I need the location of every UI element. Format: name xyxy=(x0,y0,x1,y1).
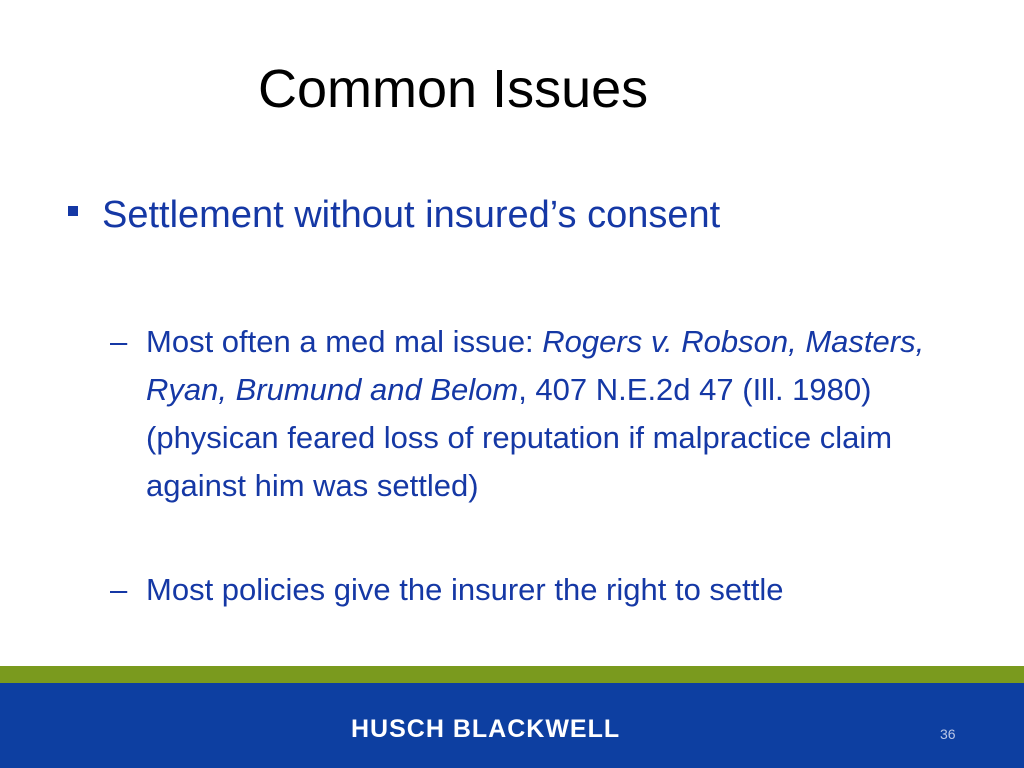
sub-bullet-text-plain: Most often a med mal issue: xyxy=(146,324,543,359)
dash-marker: – xyxy=(110,572,128,607)
square-bullet-icon xyxy=(68,206,78,216)
page-number: 36 xyxy=(940,726,956,742)
sub-bullet-item xyxy=(110,318,970,510)
slide-title: Common Issues xyxy=(258,59,649,119)
sub-bullet-text: Most policies give the insurer the right to settle xyxy=(146,572,784,607)
case-citation-italic: Rogers v. Robson, Masters, Ryan, Brumund and Belom xyxy=(146,324,925,407)
sub-bullet-text xyxy=(146,318,970,510)
sub-bullet-text-rest: , 407 N.E.2d 47 (Ill. 1980)(physican feared loss of reputation if malpractice claim against him was settled) xyxy=(146,372,893,503)
bullet-text: Settlement without insured’s consent xyxy=(102,194,721,236)
footer-accent-bar xyxy=(0,666,1024,683)
husch-blackwell-logo: HUSCH BLACKWELL xyxy=(351,715,621,743)
dash-marker: – xyxy=(110,324,128,359)
sub-bullet-item xyxy=(110,566,970,614)
